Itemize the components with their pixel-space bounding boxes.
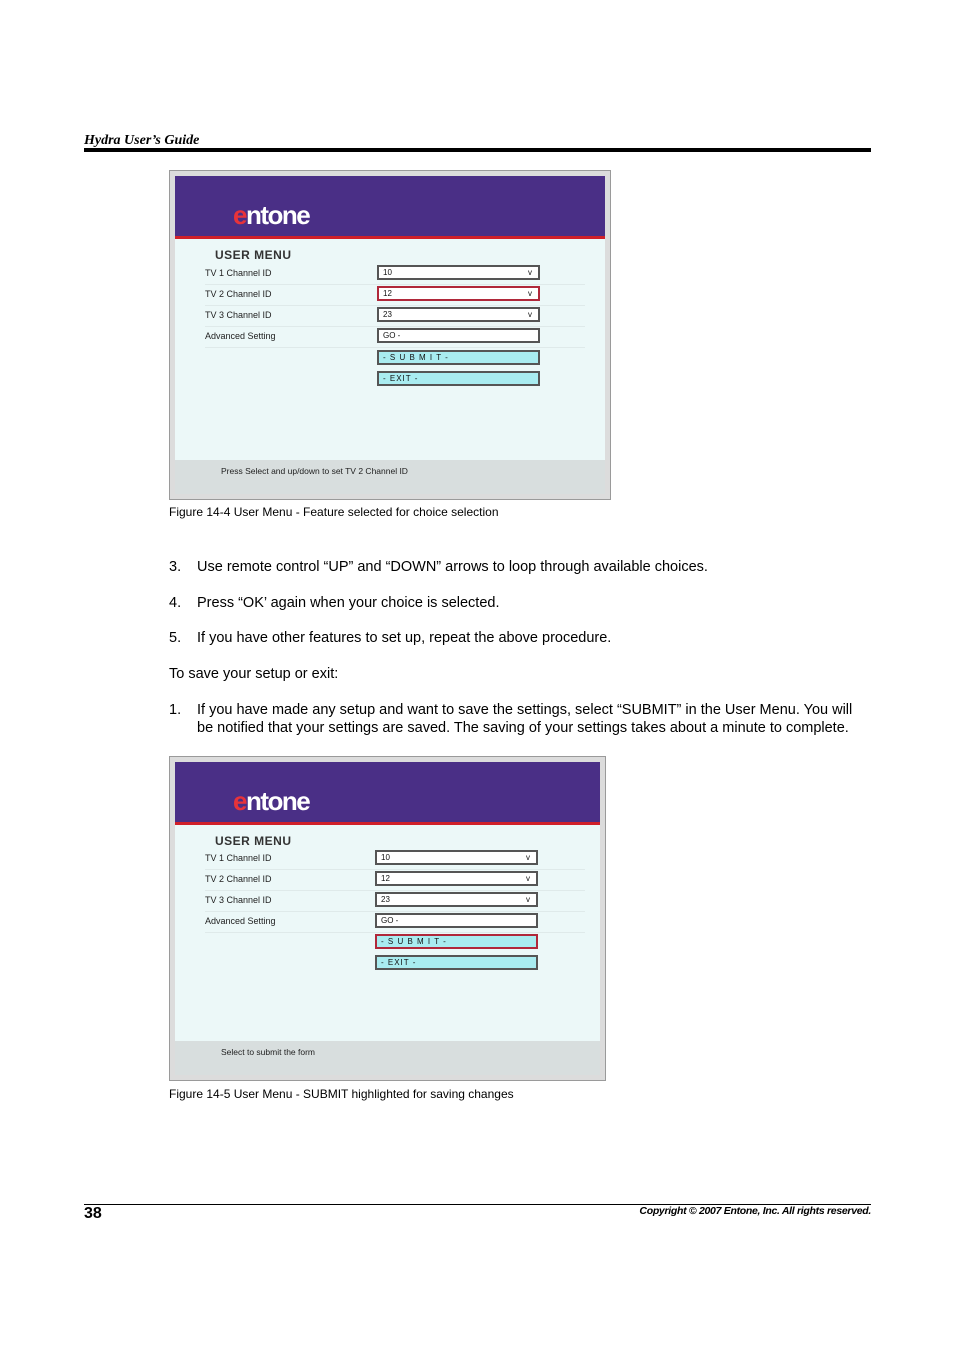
tv3-channel-select[interactable] [375, 892, 538, 907]
tv1-channel-select[interactable] [375, 850, 538, 865]
status-text: Select to submit the form [221, 1047, 316, 1057]
save-intro: To save your setup or exit: [169, 666, 339, 682]
advanced-setting-label: Advanced Setting [205, 914, 585, 933]
status-text: Press Select and up/down to set TV 2 Channel ID [221, 466, 408, 476]
tv1-channel-label: TV 1 Channel ID [205, 266, 585, 285]
exit-button[interactable]: - EXIT - [377, 371, 540, 386]
step-text: Press “OK’ again when your choice is selected. [197, 595, 500, 611]
header-rule [84, 148, 871, 152]
user-menu-title: USER MENU [215, 834, 292, 848]
chevron-down-icon: v [526, 895, 530, 904]
chevron-down-icon: v [528, 289, 532, 298]
user-menu-title: USER MENU [215, 248, 292, 262]
advanced-setting-value: GO - [381, 916, 399, 925]
figure-14-5-caption: Figure 14-5 User Menu - SUBMIT highlighted for saving changes [169, 1087, 514, 1101]
step-number: 3. [169, 559, 182, 575]
tv1-channel-value: 10 [383, 268, 392, 277]
entone-banner [175, 176, 605, 239]
submit-button[interactable]: - S U B M I T - [377, 350, 540, 365]
tv2-channel-select[interactable] [377, 286, 540, 301]
step-number: 4. [169, 595, 182, 611]
tv2-channel-value: 12 [383, 289, 392, 298]
tv1-channel-value: 10 [381, 853, 390, 862]
page-number: 38 [84, 1205, 102, 1222]
tv3-channel-value: 23 [383, 310, 392, 319]
step-number: 1. [169, 702, 182, 718]
figure-14-5-screenshot [169, 756, 606, 1081]
tv3-channel-label: TV 3 Channel ID [205, 893, 585, 912]
chevron-down-icon: v [526, 853, 530, 862]
chevron-down-icon: v [528, 268, 532, 277]
advanced-setting-go-button[interactable] [377, 328, 540, 343]
tv2-channel-label: TV 2 Channel ID [205, 872, 585, 891]
save-step-1 [169, 701, 869, 741]
entone-logo: entone [233, 200, 310, 230]
step-number: 5. [169, 630, 182, 646]
status-bar [175, 1041, 600, 1075]
tv2-channel-select[interactable] [375, 871, 538, 886]
figure-14-4-screenshot [169, 170, 611, 500]
advanced-setting-go-button[interactable] [375, 913, 538, 928]
step-text: If you have made any setup and want to save the settings, select “SUBMIT” in the User Menu. You will be notified that your settings are saved. The saving of your settings takes about a minute to complete. [197, 702, 853, 736]
running-header-title: Hydra User’s Guide [84, 133, 200, 148]
tv1-channel-select[interactable] [377, 265, 540, 280]
tv3-channel-value: 23 [381, 895, 390, 904]
step-text: Use remote control “UP” and “DOWN” arrows to loop through available choices. [197, 559, 708, 575]
entone-banner [175, 762, 600, 825]
tv2-channel-value: 12 [381, 874, 390, 883]
step-text: If you have other features to set up, repeat the above procedure. [197, 630, 612, 646]
tv3-channel-label: TV 3 Channel ID [205, 308, 585, 327]
tv3-channel-select[interactable] [377, 307, 540, 322]
figure-14-4-caption: Figure 14-4 User Menu - Feature selected for choice selection [169, 505, 499, 519]
copyright-notice: Copyright © 2007 Entone, Inc. All rights reserved. [639, 1205, 871, 1217]
exit-button[interactable]: - EXIT - [375, 955, 538, 970]
tv2-channel-label: TV 2 Channel ID [205, 287, 585, 306]
entone-logo: entone [233, 786, 310, 816]
submit-button[interactable]: - S U B M I T - [375, 934, 538, 949]
status-bar [175, 460, 605, 494]
tv1-channel-label: TV 1 Channel ID [205, 851, 585, 870]
user-menu-screen [175, 762, 600, 1075]
chevron-down-icon: v [526, 874, 530, 883]
user-menu-screen [175, 176, 605, 494]
advanced-setting-label: Advanced Setting [205, 329, 585, 348]
chevron-down-icon: v [528, 310, 532, 319]
advanced-setting-value: GO - [383, 331, 401, 340]
